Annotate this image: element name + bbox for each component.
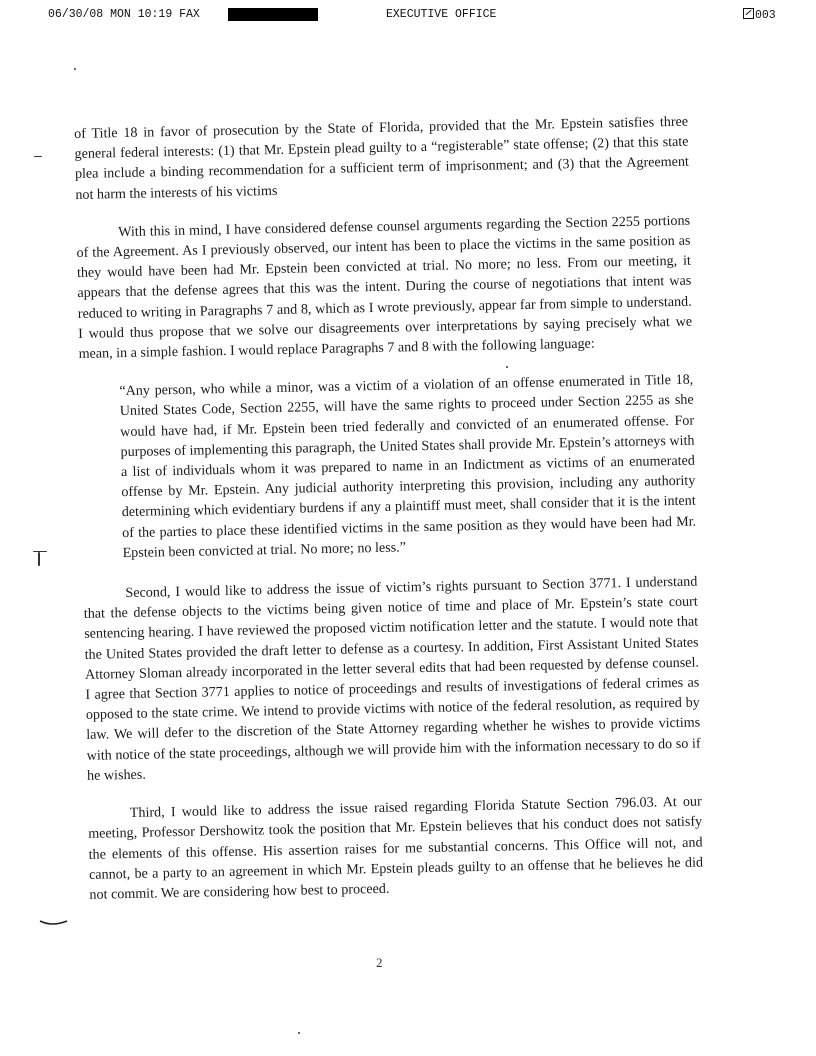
paragraph-title-18-interests: of Title 18 in favor of prosecution by the State of Florida, provided that the Mr. Epstein satisfies three general federal interests: (1) that Mr. Epstein plead guilty to a “registerable” state offense; (2) that this state plea include a binding recommendation for a sufficient term of imprisonment; and (3) that the Agreement not harm the interests of his victims	[74, 113, 690, 203]
fax-checkbox-icon	[743, 8, 754, 19]
paragraph-victims-rights: Second, I would like to address the issue of victim’s rights pursuant to Section 3771. I understand that the defense objects to the victims being given notice of time and place of Mr. Epstein’s state court sentencing hearing. I have reviewed the proposed victim notification letter and the statute. I would note that the United States provided the draft letter to defense as a courtesy. In addition, First Assistant United States Attorney Sloman already incorporated in the letter several edits that had been requested by defense counsel. I agree that Section 3771 applies to notice of proceedings and results of investigations of federal crimes as opposed to the state crime. We intend to provide victims with notice of the federal resolution, as required by law. We will defer to the discretion of the State Attorney regarding whether he wishes to provide victims with notice of the state proceedings, although we will provide him with the information necessary to do so if he wishes.	[83, 573, 701, 784]
scan-speck	[38, 552, 40, 566]
fax-datetime: 06/30/08 MON 10:19 FAX	[48, 8, 200, 21]
redaction-bar	[228, 8, 318, 21]
scan-speck	[298, 1032, 300, 1034]
fax-page-counter	[743, 8, 776, 22]
proposed-language-quote: “Any person, who while a minor, was a victim of a violation of an offense enumerated in Title 18, United States Code, Section 2255, will have the same rights to proceed under Section 2255 as she would have had, if Mr. Epstein been tried federally and convicted of an enumerated offense. For purposes of implementing this paragraph, the United States shall provide Mr. Epstein’s attorneys with a list of individuals whom it was prepared to name in an Indictment as victims of an enumerated offense by Mr. Epstein. Any judicial authority interpreting this provision, including any authority determining which evidentiary burdens if any a plaintiff must meet, shall consider that it is the intent of the parties to place these identified victims in the same position as they would have been had Mr. Epstein been convicted at trial. No more; no less.”	[119, 371, 697, 561]
fax-header	[0, 8, 816, 24]
scan-speck	[33, 551, 47, 552]
page-number: 2	[376, 955, 383, 970]
paragraph-section-2255: With this in mind, I have considered defense counsel arguments regarding the Section 2255 portions of the Agreement. As I previously observed, our intent has been to place the victims in the same position as they would have been had Mr. Epstein been convicted at trial. No more; no less. From our meeting, it appears that the defense agrees that this was the intent. During the course of negotiations that intent was reduced to writing in Paragraphs 7 and 8, which as I wrote previously, appear far from simple to understand. I would thus propose that we solve our disagreements over interpretations by saying precisely what we mean, in a simple fashion. I would replace Paragraphs 7 and 8 with the following language:	[76, 212, 693, 362]
letter-body	[74, 112, 704, 923]
scan-speck	[506, 366, 508, 368]
fax-page-number: 003	[755, 9, 776, 22]
scan-speck	[74, 68, 76, 70]
fax-office-name: EXECUTIVE OFFICE	[386, 8, 497, 21]
scan-mark	[38, 918, 70, 928]
scan-speck	[34, 156, 42, 157]
paragraph-florida-statute: Third, I would like to address the issue raised regarding Florida Statute Section 796.03. At our meeting, Professor Dershowitz took the position that Mr. Epstein believes that his conduct does not satisfy the elements of this offense. His assertion raises for me substantial concerns. This Office will not, and cannot, be a party to an agreement in which Mr. Epstein pleads guilty to an offense that he believes he did not commit. We are considering how best to proceed.	[88, 793, 704, 903]
